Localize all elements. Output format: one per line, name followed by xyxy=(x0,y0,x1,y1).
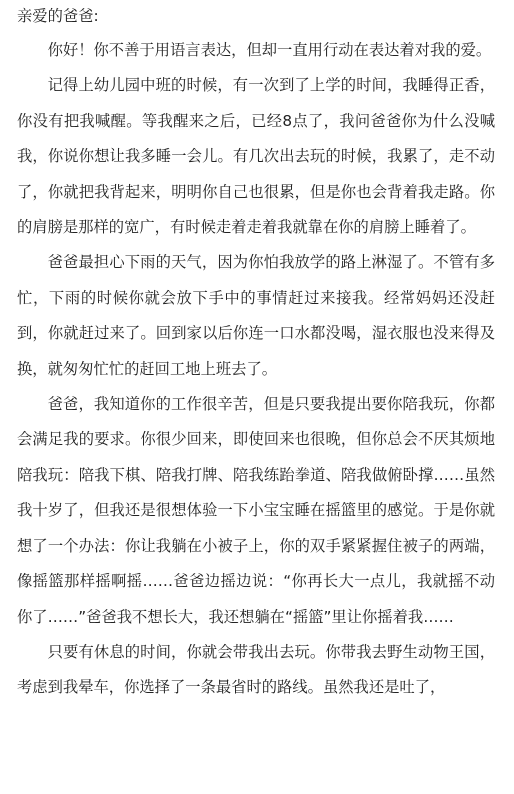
letter-paragraph-playtime: 爸爸，我知道你的工作很辛苦，但是只要我提出要你陪我玩，你都会满足我的要求。你很少回来，即使回来也很晚，但你总会不厌其烦地陪我玩：陪我下棋、陪我打牌、陪我练跆拳道、陪我做俯卧撑……虽然我十岁了，但我还是很想体验一下小宝宝睡在摇篮里的感觉。于是你就想了一个办法：你让我躺在小被子上，你的双手紧紧握住被子的两端，像摇篮那样摇啊摇……爸爸边摇边说：“你再长大一点儿，我就摇不动你了……”爸爸我不想长大，我还想躺在“摇篮”里让你摇着我…… xyxy=(17,395,495,626)
letter-paragraph-kindergarten-memory: 记得上幼儿园中班的时候，有一次到了上学的时间，我睡得正香，你没有把我喊醒。等我醒来之后，已经8点了，我问爸爸你为什么没喊我，你说你想让我多睡一会儿。有几次出去玩的时候，我累了，走不动了，你就把我背起来，明明你自己也很累，但是你也会背着我走路。你的肩膀是那样的宽广，有时候走着走着我就靠在你的肩膀上睡着了。 xyxy=(17,76,495,237)
letter-paragraph-outings: 只要有休息的时间，你就会带我出去玩。你带我去野生动物王国，考虑到我晕车，你选择了一条最省时的路线。虽然我还是吐了， xyxy=(17,642,495,697)
letter-salutation: 亲爱的爸爸: xyxy=(17,7,99,25)
letter-page xyxy=(17,0,495,794)
letter-paragraph-rainy-days: 爸爸最担心下雨的天气，因为你怕我放学的路上淋湿了。不管有多忙，下雨的时候你就会放下手中的事情赶过来接我。经常妈妈还没赶到，你就赶过来了。回到家以后你连一口水都没喝，湿衣服也没来得及换，就匆匆忙忙的赶回工地上班去了。 xyxy=(17,253,495,378)
letter-paragraph-greeting: 你好！你不善于用语言表达，但却一直用行动在表达着对我的爱。 xyxy=(47,41,492,59)
